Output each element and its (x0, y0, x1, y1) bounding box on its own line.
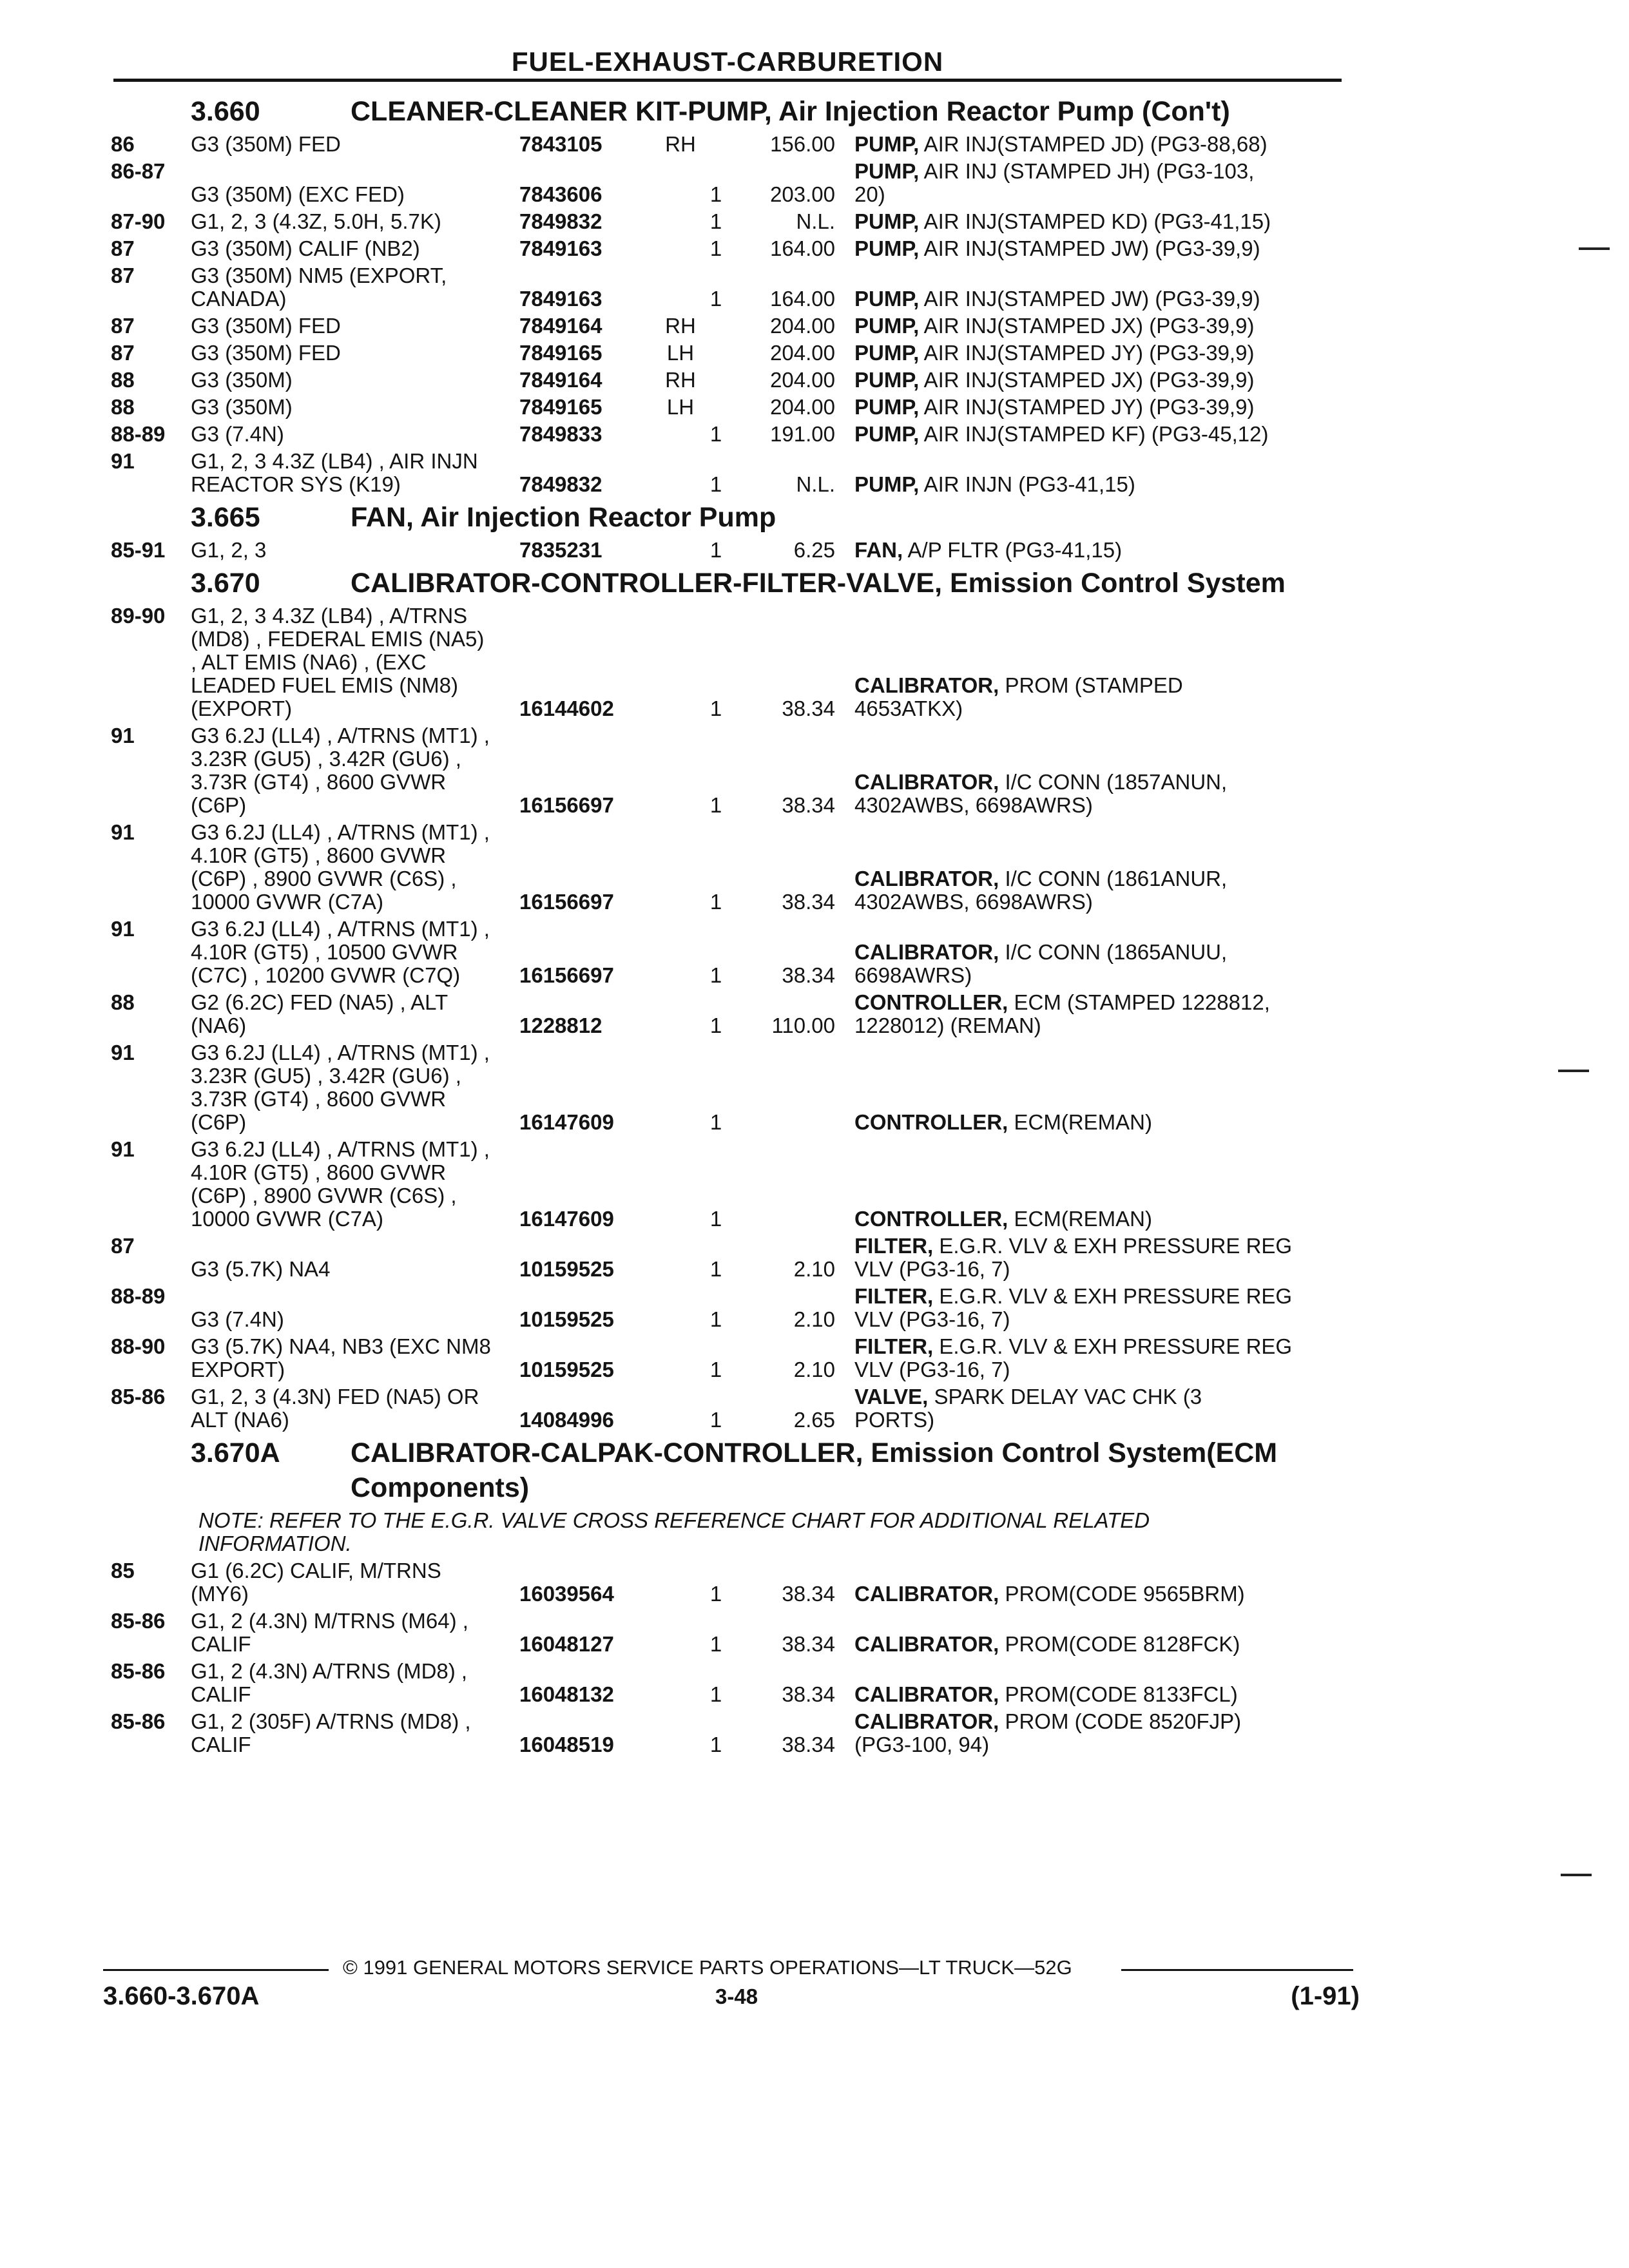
part-name (854, 1111, 1349, 1134)
quantity: 1 (709, 1207, 722, 1231)
part-detail: AIR INJ(STAMPED JX) (PG3-39,9) (923, 314, 1255, 338)
model-year: 91 (111, 820, 135, 844)
application-desc: G3 6.2J (LL4) , A/TRNS (MT1) , 4.10R (GT5) , 8600 GVWR (C6P) , 8900 GVWR (C6S) , 10000 GVWR (C7A) (191, 1137, 490, 1231)
part-noun: CALIBRATOR, (854, 1682, 999, 1706)
model-year: 91 (111, 917, 135, 941)
model-year: 88-89 (111, 1284, 166, 1308)
part-row (111, 396, 1354, 419)
application-desc: G3 6.2J (LL4) , A/TRNS (MT1) , 4.10R (GT5) , 8600 GVWR (C6P) , 8900 GVWR (C6S) , 10000 GVWR (C7A) (191, 820, 490, 914)
quantity: 1 (709, 1307, 722, 1331)
list-price: 203.00 (770, 182, 835, 206)
application-desc: G3 6.2J (LL4) , A/TRNS (MT1) , 3.23R (GU5) , 3.42R (GU6) , 3.73R (GT4) , 8600 GVWR (C6P) (191, 1041, 490, 1134)
part-row (111, 160, 1354, 206)
part-detail: ECM (STAMPED 1228812, 1228012) (REMAN) (854, 990, 1270, 1037)
part-row (111, 724, 1354, 817)
part-number: 7849164 (519, 368, 602, 392)
part-number: 7835231 (519, 538, 602, 562)
application-desc: G3 (7.4N) (191, 1307, 284, 1331)
part-row (111, 423, 1354, 446)
part-noun: PUMP, (854, 368, 920, 392)
section-heading: FAN, Air Injection Reactor Pump (351, 502, 776, 533)
part-noun: FAN, (854, 538, 903, 562)
part-row (111, 1235, 1354, 1281)
part-number: 16156697 (519, 890, 614, 914)
part-row (111, 1335, 1354, 1381)
model-year: 88 (111, 990, 135, 1014)
application-desc: G3 (350M) FED (191, 341, 341, 365)
part-number: 7849165 (519, 395, 602, 419)
part-row (111, 539, 1354, 562)
model-year: 88-89 (111, 422, 166, 446)
part-row (111, 918, 1354, 987)
part-row (111, 821, 1354, 914)
list-price: 38.34 (782, 1682, 835, 1706)
part-number: 7849165 (519, 341, 602, 365)
part-noun: PUMP, (854, 395, 920, 419)
margin-mark (1561, 1874, 1592, 1876)
section-3-670 (111, 566, 1354, 1432)
section-title (111, 94, 1354, 129)
section-title (111, 566, 1354, 601)
part-row (111, 210, 1354, 233)
section-number: 3.670 (191, 568, 260, 599)
part-number: 7849164 (519, 314, 602, 338)
part-noun: CALIBRATOR, (854, 940, 999, 964)
model-year: 85-86 (111, 1659, 166, 1683)
part-number: 16147609 (519, 1110, 614, 1134)
part-number: 7849163 (519, 236, 602, 260)
part-noun: PUMP, (854, 209, 920, 233)
model-year: 87 (111, 264, 135, 287)
quantity: 1 (709, 890, 722, 914)
part-detail: I/C CONN (1861ANUR, 4302AWBS, 6698AWRS) (854, 867, 1228, 914)
part-number: 10159525 (519, 1358, 614, 1381)
part-row (111, 314, 1354, 338)
application-desc: G3 (5.7K) NA4 (191, 1257, 331, 1281)
part-row (111, 1559, 1354, 1606)
part-name (854, 1385, 1349, 1432)
margin-mark (1579, 247, 1610, 250)
model-year: 88 (111, 368, 135, 392)
list-price: 38.34 (782, 1632, 835, 1656)
application-desc: G1, 2, 3 (4.3Z, 5.0H, 5.7K) (191, 209, 441, 233)
footer-copyright: © 1991 GENERAL MOTORS SERVICE PARTS OPERATIONS—LT TRUCK—52G (343, 1956, 1072, 1979)
quantity: 1 (709, 1110, 722, 1134)
part-noun: CALIBRATOR, (854, 673, 999, 697)
part-noun: PUMP, (854, 159, 920, 183)
part-noun: CALIBRATOR, (854, 1582, 999, 1606)
part-number: 1228812 (519, 1014, 602, 1037)
section-number: 3.665 (191, 502, 260, 533)
part-name (854, 1235, 1349, 1281)
list-price: 191.00 (770, 422, 835, 446)
part-row (111, 1710, 1354, 1756)
application-desc: G3 (350M) FED (191, 132, 341, 156)
application-desc: G2 (6.2C) FED (NA5) , ALT (NA6) (191, 990, 448, 1037)
part-noun: FILTER, (854, 1234, 934, 1258)
list-price: 38.34 (782, 963, 835, 987)
part-row (111, 1610, 1354, 1656)
section-number: 3.670A (191, 1437, 280, 1468)
list-price: 204.00 (770, 341, 835, 365)
application-desc: G1 (6.2C) CALIF, M/TRNS (MY6) (191, 1559, 441, 1606)
part-noun: CONTROLLER, (854, 1110, 1008, 1134)
quantity: 1 (709, 1014, 722, 1037)
part-number: 10159525 (519, 1257, 614, 1281)
part-name (854, 941, 1349, 987)
part-detail: PROM (CODE 8520FJP) (PG3-100, 94) (854, 1709, 1242, 1756)
quantity: 1 (709, 236, 722, 260)
part-detail: I/C CONN (1865ANUU, 6698AWRS) (854, 940, 1228, 987)
list-price: 204.00 (770, 395, 835, 419)
part-row (111, 237, 1354, 260)
model-year: 86-87 (111, 159, 166, 183)
part-number: 7843606 (519, 182, 602, 206)
part-row (111, 1041, 1354, 1134)
part-name (854, 237, 1349, 260)
part-row (111, 369, 1354, 392)
list-price: 2.10 (793, 1257, 835, 1281)
application-desc: G1, 2, 3 4.3Z (LB4) , A/TRNS (MD8) , FEDERAL EMIS (NA5) , ALT EMIS (NA6) , (EXC LEADED FUEL EMIS (NM8) (EXPORT) (191, 604, 485, 720)
part-name (854, 1335, 1349, 1381)
part-noun: CONTROLLER, (854, 1207, 1008, 1231)
part-number: 16144602 (519, 697, 614, 720)
part-number: 16048132 (519, 1682, 614, 1706)
application-desc: G1, 2 (4.3N) M/TRNS (M64) , CALIF (191, 1609, 468, 1656)
page-footer (103, 1956, 1360, 2021)
quantity: 1 (709, 182, 722, 206)
list-price: 38.34 (782, 890, 835, 914)
list-price: 38.34 (782, 697, 835, 720)
part-noun: PUMP, (854, 132, 920, 156)
part-detail: I/C CONN (1857ANUN, 4302AWBS, 6698AWRS) (854, 770, 1228, 817)
list-price: 156.00 (770, 132, 835, 156)
model-year: 89-90 (111, 604, 166, 628)
side-indicator: RH (665, 368, 696, 392)
section-title (111, 500, 1354, 535)
part-name (854, 674, 1349, 720)
quantity: 1 (709, 1632, 722, 1656)
application-desc: G3 6.2J (LL4) , A/TRNS (MT1) , 3.23R (GU5) , 3.42R (GU6) , 3.73R (GT4) , 8600 GVWR (C6P) (191, 724, 490, 817)
model-year: 85-86 (111, 1709, 166, 1733)
part-detail: AIR INJ(STAMPED JX) (PG3-39,9) (923, 368, 1255, 392)
application-desc: G1, 2 (305F) A/TRNS (MD8) , CALIF (191, 1709, 471, 1756)
footer-section-range: 3.660-3.670A (103, 1982, 260, 2010)
part-number: 7849832 (519, 209, 602, 233)
quantity: 1 (709, 472, 722, 496)
footer-rule-right (1121, 1969, 1353, 1971)
part-noun: PUMP, (854, 341, 920, 365)
part-detail: E.G.R. VLV & EXH PRESSURE REG VLV (PG3-16, 7) (854, 1284, 1293, 1331)
part-number: 10159525 (519, 1307, 614, 1331)
part-name (854, 287, 1349, 311)
part-name (854, 341, 1349, 365)
application-desc: G3 (5.7K) NA4, NB3 (EXC NM8 EXPORT) (191, 1334, 491, 1381)
part-detail: ECM(REMAN) (1014, 1207, 1152, 1231)
model-year: 91 (111, 449, 135, 473)
part-row (111, 1660, 1354, 1706)
part-noun: CALIBRATOR, (854, 1632, 999, 1656)
part-detail: PROM(CODE 9565BRM) (1005, 1582, 1245, 1606)
list-price: 38.34 (782, 1733, 835, 1756)
part-number: 16156697 (519, 793, 614, 817)
part-number: 7849832 (519, 472, 602, 496)
part-name (854, 314, 1349, 338)
model-year: 87 (111, 1234, 135, 1258)
section-note: NOTE: REFER TO THE E.G.R. VALVE CROSS REFERENCE CHART FOR ADDITIONAL RELATED INFORMATION. (198, 1508, 1150, 1555)
part-detail: AIR INJ(STAMPED KD) (PG3-41,15) (923, 209, 1271, 233)
section-heading: CALIBRATOR-CALPAK-CONTROLLER, Emission Control System(ECM Components) (351, 1437, 1278, 1503)
part-name (854, 210, 1349, 233)
list-price: 164.00 (770, 236, 835, 260)
part-name (854, 1710, 1349, 1756)
application-desc: G3 (350M) CALIF (NB2) (191, 236, 420, 260)
list-price: 6.25 (793, 538, 835, 562)
application-desc: G3 6.2J (LL4) , A/TRNS (MT1) , 4.10R (GT5) , 10500 GVWR (C7C) , 10200 GVWR (C7Q) (191, 917, 490, 987)
model-year: 85-91 (111, 538, 166, 562)
part-detail: AIR INJN (PG3-41,15) (923, 472, 1135, 496)
part-noun: CALIBRATOR, (854, 1709, 999, 1733)
part-number: 16039564 (519, 1582, 614, 1606)
part-row (111, 450, 1354, 496)
part-name (854, 867, 1349, 914)
part-detail: AIR INJ(STAMPED JW) (PG3-39,9) (923, 287, 1260, 311)
part-noun: CALIBRATOR, (854, 867, 999, 890)
application-desc: G1, 2, 3 (191, 538, 267, 562)
part-name (854, 369, 1349, 392)
model-year: 91 (111, 1137, 135, 1161)
part-number: 7849163 (519, 287, 602, 311)
part-detail: AIR INJ(STAMPED KF) (PG3-45,12) (923, 422, 1269, 446)
section-3-670a (111, 1436, 1354, 1756)
model-year: 88 (111, 395, 135, 419)
part-number: 14084996 (519, 1408, 614, 1432)
margin-mark (1558, 1070, 1589, 1072)
part-noun: PUMP, (854, 236, 920, 260)
part-name (854, 160, 1349, 206)
part-number: 7849833 (519, 422, 602, 446)
part-row (111, 604, 1354, 720)
part-row (111, 264, 1354, 311)
part-detail: PROM(CODE 8133FCL) (1005, 1682, 1238, 1706)
list-price: N.L. (796, 209, 835, 233)
list-price: 110.00 (771, 1014, 835, 1037)
part-row (111, 1385, 1354, 1432)
model-year: 86 (111, 132, 135, 156)
part-row (111, 1285, 1354, 1331)
list-price: 164.00 (770, 287, 835, 311)
list-price: 38.34 (782, 1582, 835, 1606)
part-detail: AIR INJ(STAMPED JW) (PG3-39,9) (923, 236, 1260, 260)
part-detail: AIR INJ (STAMPED JH) (PG3-103, 20) (854, 159, 1255, 206)
side-indicator: RH (665, 132, 696, 156)
section-3-660 (111, 94, 1354, 496)
list-price: 2.10 (793, 1358, 835, 1381)
part-name (854, 1582, 1349, 1606)
application-desc: G3 (350M) (191, 368, 293, 392)
part-name (854, 396, 1349, 419)
quantity: 1 (709, 1257, 722, 1281)
list-price: 204.00 (770, 368, 835, 392)
catalog-content (111, 91, 1354, 1760)
part-name (854, 473, 1349, 496)
part-number: 16048127 (519, 1632, 614, 1656)
model-year: 91 (111, 1041, 135, 1064)
part-name (854, 423, 1349, 446)
part-detail: E.G.R. VLV & EXH PRESSURE REG VLV (PG3-16, 7) (854, 1234, 1293, 1281)
part-noun: FILTER, (854, 1334, 934, 1358)
part-noun: PUMP, (854, 314, 920, 338)
part-number: 16048519 (519, 1733, 614, 1756)
list-price: 2.10 (793, 1307, 835, 1331)
quantity: 1 (709, 697, 722, 720)
part-noun: PUMP, (854, 472, 920, 496)
section-heading: CALIBRATOR-CONTROLLER-FILTER-VALVE, Emission Control System (351, 568, 1286, 599)
application-desc: G3 (350M) FED (191, 314, 341, 338)
part-detail: SPARK DELAY VAC CHK (3 PORTS) (854, 1385, 1202, 1432)
quantity: 1 (709, 209, 722, 233)
part-noun: VALVE, (854, 1385, 929, 1408)
quantity: 1 (709, 1408, 722, 1432)
application-desc: G1, 2, 3 (4.3N) FED (NA5) OR ALT (NA6) (191, 1385, 479, 1432)
application-desc: G3 (350M) (191, 395, 293, 419)
part-detail: E.G.R. VLV & EXH PRESSURE REG VLV (PG3-16, 7) (854, 1334, 1293, 1381)
application-desc: G1, 2 (4.3N) A/TRNS (MD8) , CALIF (191, 1659, 468, 1706)
part-noun: PUMP, (854, 422, 920, 446)
page-header: FUEL-EXHAUST-CARBURETION (511, 46, 944, 77)
application-desc: G3 (350M) NM5 (EXPORT, CANADA) (191, 264, 447, 311)
part-row (111, 1138, 1354, 1231)
part-number: 7843105 (519, 132, 602, 156)
model-year: 87 (111, 341, 135, 365)
part-noun: CONTROLLER, (854, 990, 1008, 1014)
part-name (854, 1285, 1349, 1331)
footer-page-number: 3-48 (715, 1984, 758, 2008)
application-desc: G3 (350M) (EXC FED) (191, 182, 405, 206)
section-heading: CLEANER-CLEANER KIT-PUMP, Air Injection Reactor Pump (Con't) (351, 96, 1230, 127)
list-price: 38.34 (782, 793, 835, 817)
quantity: 1 (709, 963, 722, 987)
section-3-665 (111, 500, 1354, 562)
part-name (854, 771, 1349, 817)
list-price: 2.65 (793, 1408, 835, 1432)
model-year: 91 (111, 724, 135, 747)
part-name (854, 1207, 1349, 1231)
part-name (854, 133, 1349, 156)
quantity: 1 (709, 1582, 722, 1606)
part-noun: CALIBRATOR, (854, 770, 999, 794)
part-row (111, 991, 1354, 1037)
part-name (854, 1633, 1349, 1656)
model-year: 88-90 (111, 1334, 166, 1358)
model-year: 85-86 (111, 1385, 166, 1408)
side-indicator: LH (666, 395, 695, 419)
section-number: 3.660 (191, 96, 260, 127)
quantity: 1 (709, 1358, 722, 1381)
model-year: 85-86 (111, 1609, 166, 1633)
quantity: 1 (709, 422, 722, 446)
footer-date: (1-91) (1291, 1982, 1360, 2010)
quantity: 1 (709, 793, 722, 817)
application-desc: G3 (7.4N) (191, 422, 284, 446)
part-name (854, 539, 1349, 562)
part-row (111, 341, 1354, 365)
list-price: 204.00 (770, 314, 835, 338)
part-detail: AIR INJ(STAMPED JD) (PG3-88,68) (923, 132, 1268, 156)
model-year: 85 (111, 1559, 135, 1582)
part-detail: AIR INJ(STAMPED JY) (PG3-39,9) (923, 341, 1255, 365)
part-detail: ECM(REMAN) (1014, 1110, 1152, 1134)
model-year: 87 (111, 314, 135, 338)
list-price: N.L. (796, 472, 835, 496)
side-indicator: LH (666, 341, 695, 365)
model-year: 87-90 (111, 209, 166, 233)
header-rule (113, 79, 1342, 82)
part-detail: PROM(CODE 8128FCK) (1005, 1632, 1240, 1656)
part-detail: PROM (STAMPED 4653ATKX) (854, 673, 1183, 720)
part-noun: PUMP, (854, 287, 920, 311)
model-year: 87 (111, 236, 135, 260)
side-indicator: RH (665, 314, 696, 338)
part-noun: FILTER, (854, 1284, 934, 1308)
section-title (111, 1436, 1354, 1505)
quantity: 1 (709, 287, 722, 311)
part-detail: A/P FLTR (PG3-41,15) (907, 538, 1123, 562)
footer-rule-left (103, 1969, 329, 1971)
quantity: 1 (709, 1733, 722, 1756)
part-row (111, 133, 1354, 156)
part-detail: AIR INJ(STAMPED JY) (PG3-39,9) (923, 395, 1255, 419)
part-number: 16147609 (519, 1207, 614, 1231)
part-number: 16156697 (519, 963, 614, 987)
part-name (854, 1683, 1349, 1706)
application-desc: G1, 2, 3 4.3Z (LB4) , AIR INJN REACTOR SYS (K19) (191, 449, 478, 496)
quantity: 1 (709, 538, 722, 562)
part-name (854, 991, 1349, 1037)
quantity: 1 (709, 1682, 722, 1706)
